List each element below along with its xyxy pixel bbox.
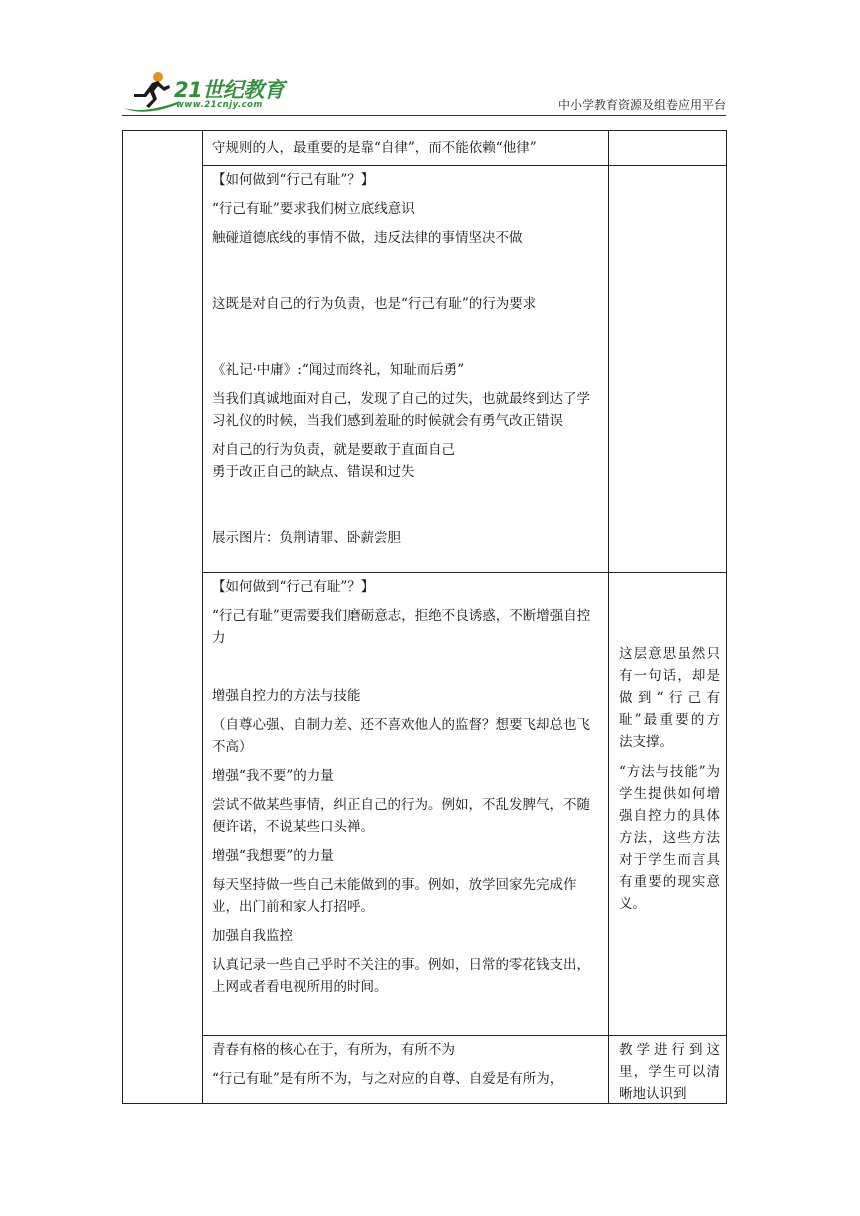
- note-cell: [609, 573, 727, 1036]
- note-cell: [609, 1036, 727, 1104]
- text-line: “行己有耻”更需要我们磨砺意志，拒绝不良诱惑，不断增强自控力: [212, 608, 591, 646]
- runner-icon: [122, 68, 182, 114]
- text-line: 增强“我想要”的力量: [212, 848, 334, 864]
- table-row: [123, 166, 727, 573]
- note-cell: [609, 166, 727, 573]
- table-row: [123, 131, 727, 166]
- teaching-note: 这层意思虽然只有一句话，却是做到“行己有耻”最重要的方法支撑。: [619, 646, 720, 750]
- page-header: [122, 68, 726, 116]
- note-cell: [609, 131, 727, 166]
- text-line: 认真记录一些自己乎时不关注的事。例如，日常的零花钱支出，上网或者看电视所用的时间。: [212, 957, 590, 995]
- platform-title: 中小学教育资源及组卷应用平台: [557, 98, 726, 112]
- lesson-table: [122, 130, 727, 1104]
- logo-url: www.21cnjy.com: [176, 100, 263, 110]
- text-line: 勇于改正自己的缺点、错误和过失: [212, 464, 415, 480]
- text-line: “行己有耻”要求我们树立底线意识: [212, 201, 415, 217]
- text-line: 每天坚持做一些自己未能做到的事。例如，放学回家先完成作业，出门前和家人打招呼。: [212, 877, 577, 915]
- header-divider: [122, 115, 726, 116]
- stage-cell: [123, 131, 203, 1104]
- text-line: 尝试不做某些事情，纠正自己的行为。例如，不乱发脾气，不随便许诺，不说某些口头禅。: [212, 797, 590, 835]
- teaching-note: “方法与技能”为学生提供如何增强自控力的具体方法，这些方法对于学生而言具有重要的现实意义。: [619, 764, 720, 912]
- text-line: “行己有耻”是有所不为，与之对应的自尊、自爱是有所为，: [212, 1071, 564, 1087]
- text-line: 对自己的行为负责，就是要敢于直面自己: [212, 442, 455, 458]
- text-line: 青春有格的核心在于，有所为，有所不为: [212, 1042, 455, 1058]
- site-logo: [122, 68, 302, 114]
- content-cell: [203, 573, 609, 1036]
- text-line: 增强“我不要”的力量: [212, 768, 334, 784]
- text-line: 加强自我监控: [212, 928, 293, 944]
- section-heading: 【如何做到“行己有耻”？】: [212, 172, 375, 188]
- table-row: [123, 1036, 727, 1104]
- section-heading: 【如何做到“行己有耻”？】: [212, 579, 375, 595]
- table-row: [123, 573, 727, 1036]
- text-line: 《礼记·中庸》:“闻过而终礼，知耻而后勇”: [212, 362, 465, 378]
- text-line: 守规则的人，最重要的是靠“自律”，而不能依赖“他律”: [212, 140, 537, 156]
- content-cell: [203, 166, 609, 573]
- text-line: 增强自控力的方法与技能: [212, 688, 361, 704]
- text-line: 触碰道德底线的事情不做，违反法律的事情坚决不做: [212, 230, 523, 246]
- text-line: 展示图片：负荆请罪、卧薪尝胆: [212, 530, 401, 546]
- text-line: 这既是对自己的行为负责，也是“行己有耻”的行为要求: [212, 296, 537, 312]
- logo-text: 21世纪教育: [174, 78, 285, 102]
- text-line: 当我们真诚地面对自己，发现了自己的过失，也就最终到达了学习礼仪的时候，当我们感到羞耻的时候就会有勇气改正错误: [212, 391, 590, 429]
- text-line: （自尊心强、自制力差、还不喜欢他人的监督？想要飞却总也飞不高）: [212, 717, 590, 755]
- content-cell: [203, 1036, 609, 1104]
- teaching-note: 教学进行到这里，学生可以清晰地认识到: [619, 1042, 720, 1102]
- content-cell: [203, 131, 609, 166]
